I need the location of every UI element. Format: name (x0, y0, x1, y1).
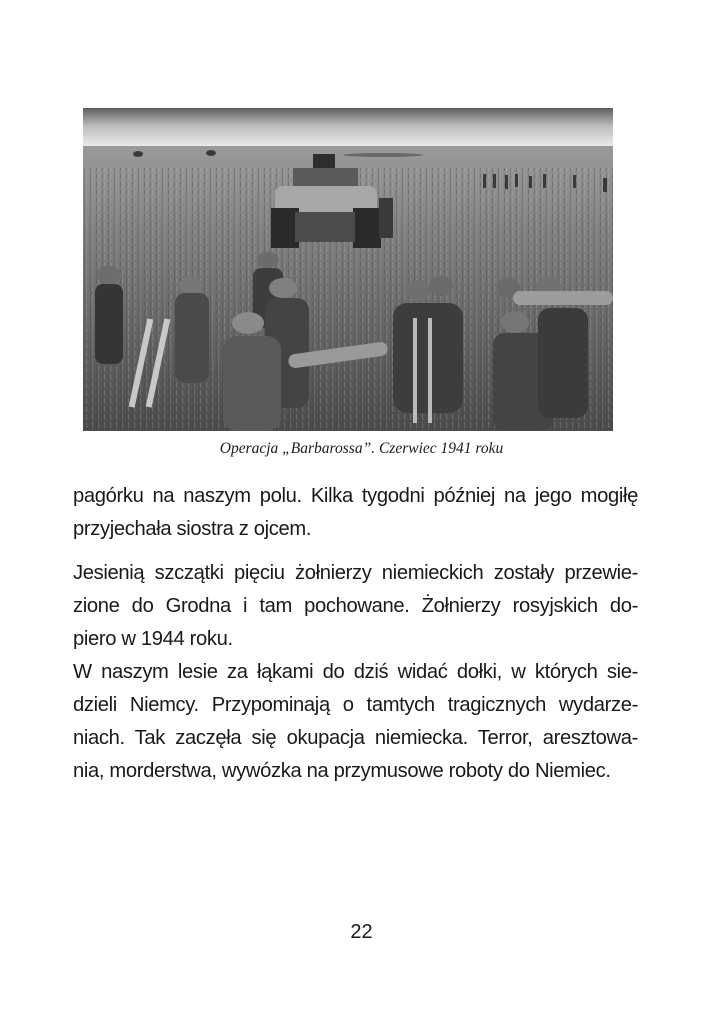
page-number: 22 (350, 921, 373, 943)
text-line: Jesienią szczątki pięciu żołnierzy niemieckich zostały przewie- (73, 562, 638, 584)
paragraph-3 (73, 656, 638, 788)
text-line: przyjechała siostra z ojcem. (73, 518, 312, 540)
sky (83, 108, 613, 148)
text-line: pagórku na naszym polu. Kilka tygodni później na jego mogiłę (73, 485, 638, 507)
text-line: niach. Tak zaczęła się okupacja niemiecka. Terror, aresztowa- (73, 727, 638, 749)
text-line: dzieli Niemcy. Przypominają o tamtych tragicznych wydarze- (73, 694, 638, 716)
text-line: zione do Grodna i tam pochowane. Żołnierzy rosyjskich do- (73, 595, 638, 617)
photo-illustration (83, 108, 613, 431)
text-line: W naszym lesie za łąkami do dziś widać dołki, w których sie- (73, 661, 638, 683)
paragraph-2 (73, 557, 638, 656)
historical-photo (83, 108, 613, 431)
text-line: piero w 1944 roku. (73, 628, 233, 650)
text-line: nia, morderstwa, wywózka na przymusowe roboty do Niemiec. (73, 760, 611, 782)
paragraph-1 (73, 480, 638, 546)
figure-caption: Operacja „Barbarossa”. Czerwiec 1941 roku (219, 440, 504, 457)
